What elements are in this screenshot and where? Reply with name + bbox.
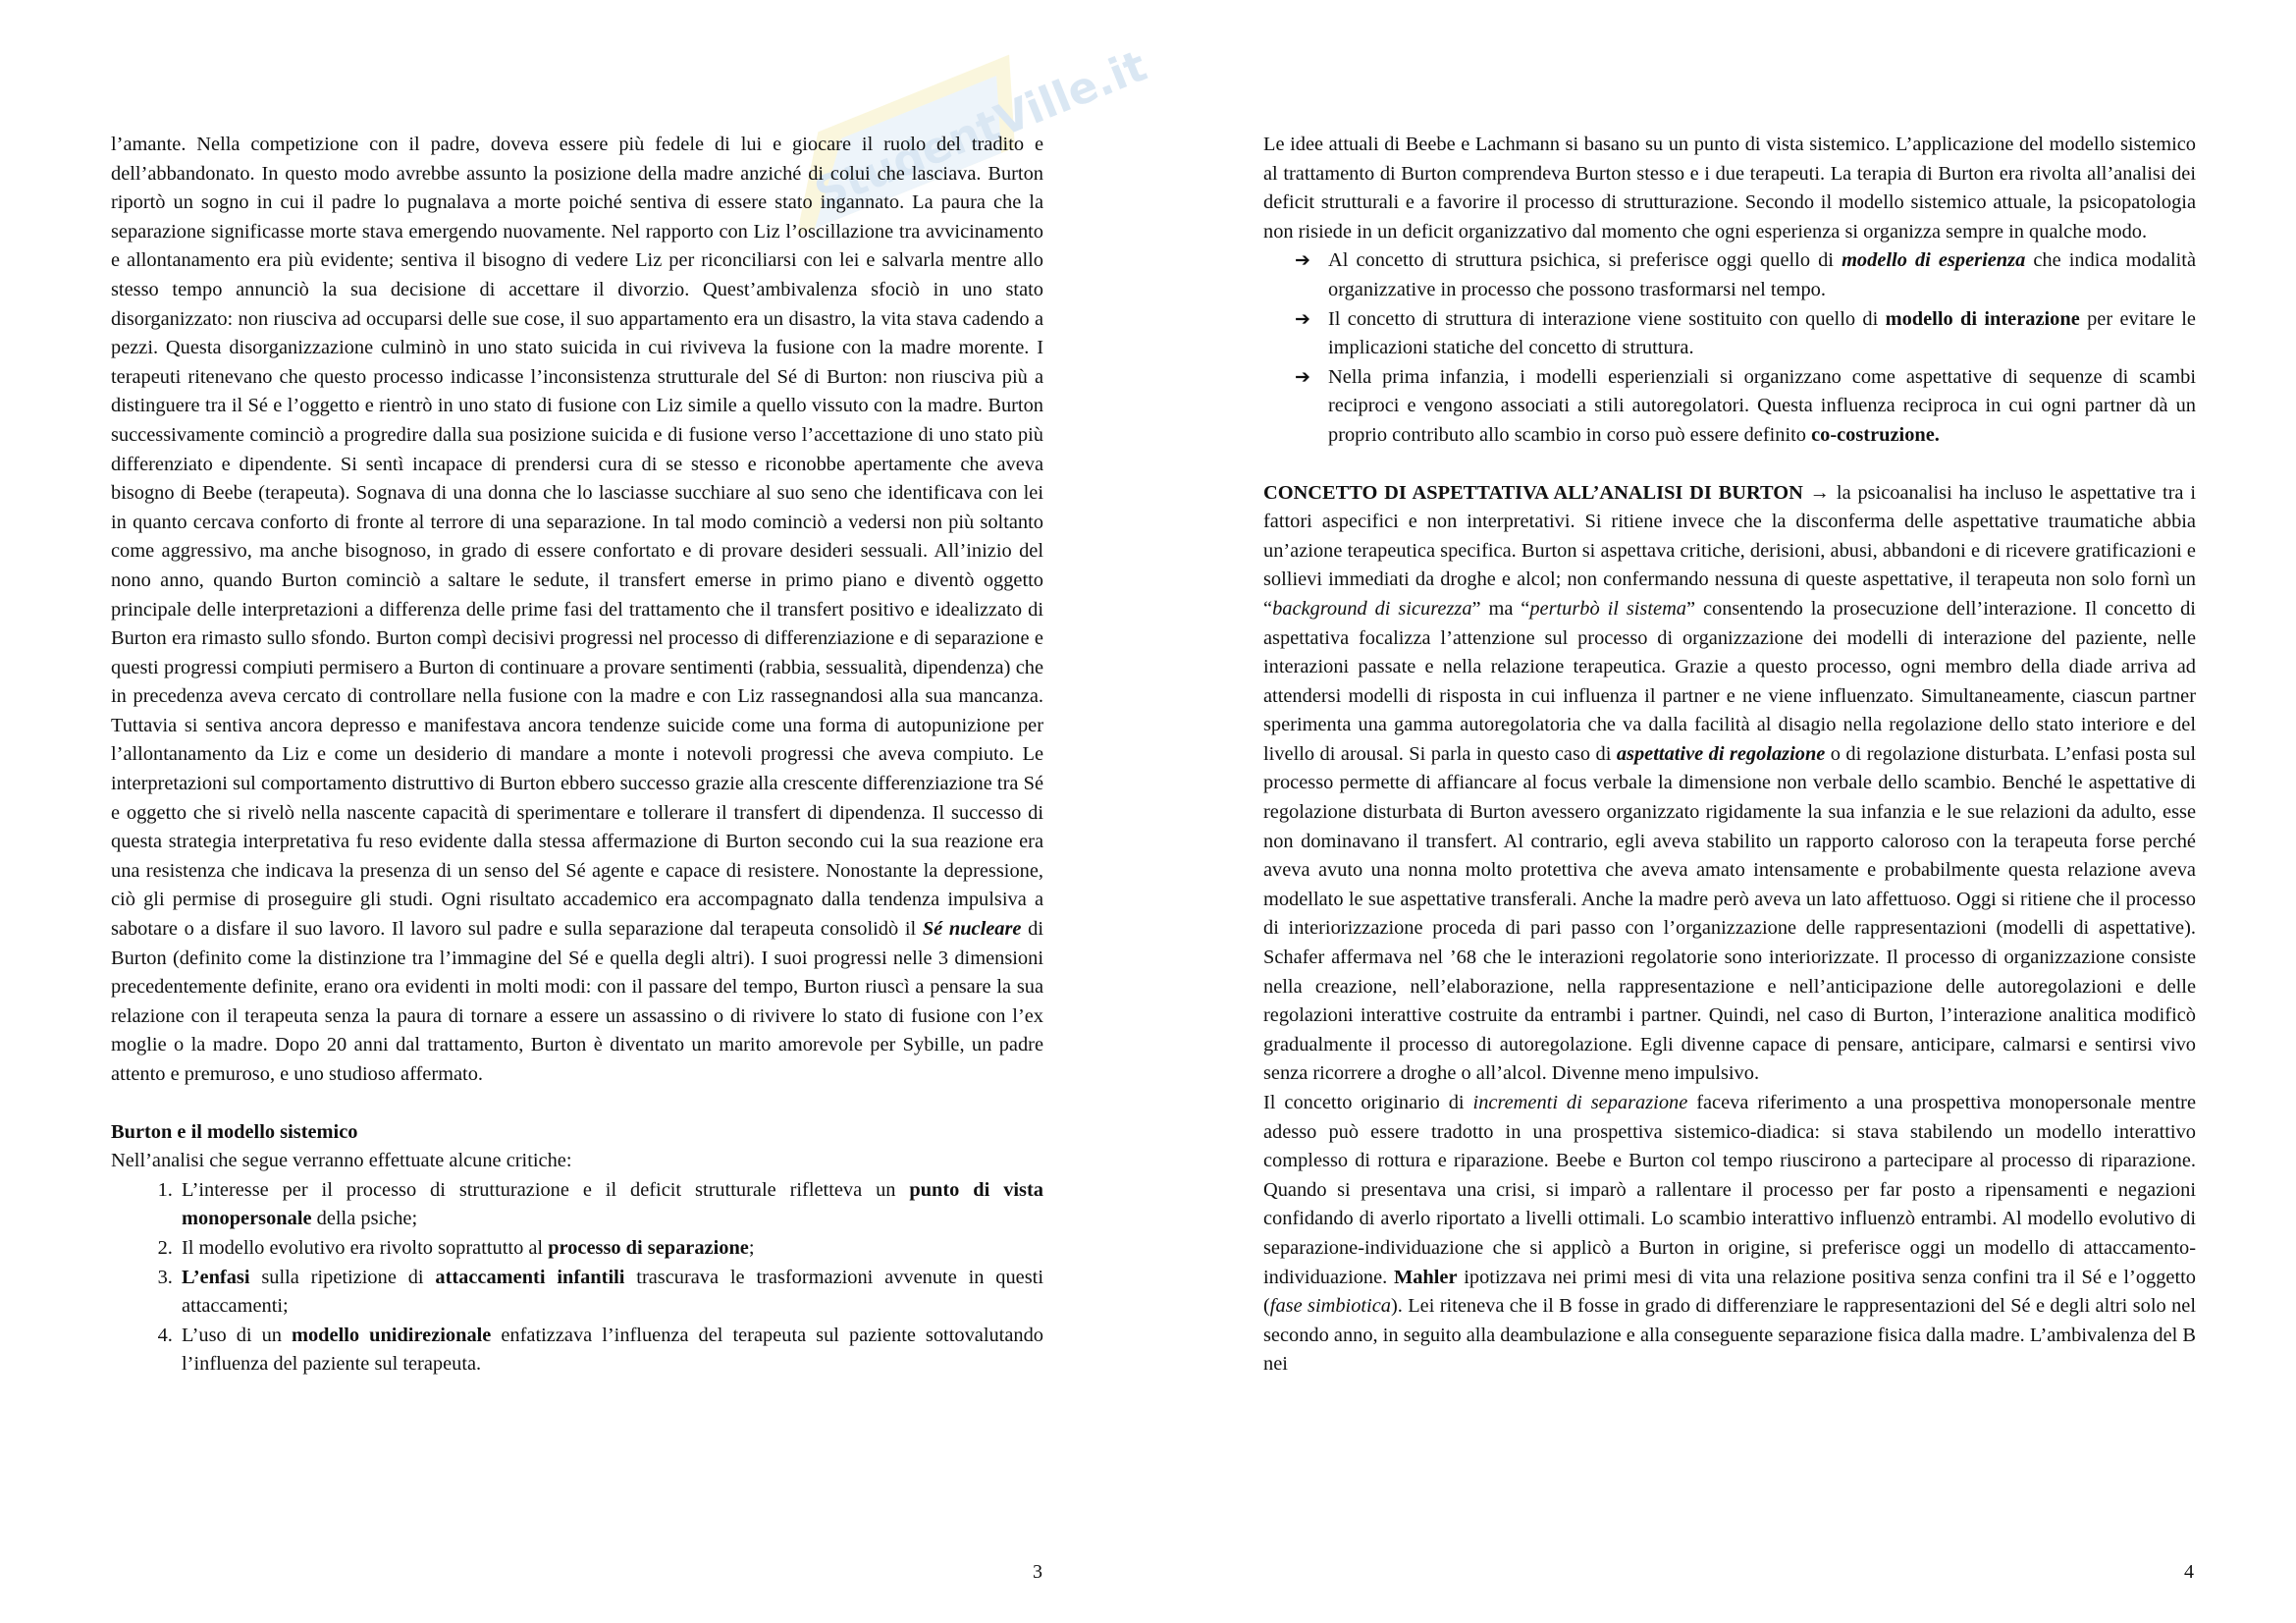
text-run: ). Lei riteneva che il B fosse in grado di differenziare le rappresentazioni del Sé e degli altri solo nel secondo anno, in seguito alla deambulazione e alla conseguente separazione fisica dalla madre. L’ambivalenza del B nei [1263, 1295, 2196, 1376]
arrow-list [1263, 246, 2196, 450]
text-run: CONCETTO DI ASPETTATIVA ALL’ANALISI DI BURTON → [1263, 481, 1837, 504]
text-run: modello di interazione [1885, 307, 2080, 330]
arrow-item-text [1328, 308, 2196, 359]
arrow-right-icon: ➔ [1295, 365, 1310, 388]
right-page [1148, 0, 2296, 1623]
separation-increments-paragraph [1263, 1089, 2196, 1380]
text-run: L’interesse per il processo di strutturazione e il deficit strutturale rifletteva un [182, 1178, 910, 1201]
text-run: enfatizzava l’influenza del terapeuta sul paziente sottovalutando l’influenza del paziente sul terapeuta. [182, 1324, 1043, 1376]
text-run: L’uso di un [182, 1324, 292, 1346]
text-run: L’enfasi [182, 1266, 250, 1288]
critique-item-1 [178, 1176, 1043, 1234]
text-run: di Burton (definito come la distinzione tra l’immagine del Sé e quella degli altri). I suoi progressi nelle 3 dimensioni precedentemente definite, erano ora evidenti in molti modi: con il passare del tempo, Burton riuscì a pensare la sua relazione con il terapeuta senza la paura di tornare a essere un assassino o di rivivere lo stato di fusione con l’ex moglie o la madre. Dopo 20 anni dal trattamento, Burton è diventato un marito amorevole per Sybille, un padre attento e premuroso, e uno studioso affermato. [111, 918, 1043, 1085]
text-run: perturbò il sistema [1529, 597, 1686, 620]
text-run: l’amante. Nella competizione con il padre, doveva essere più fedele di lui e giocare il ruolo del tradito e dell’abbandonato. In questo modo avrebbe assunto la posizione della madre anziché di colui che lasciava. Burton riportò un sogno in cui il padre lo pugnalava a morte poiché sentiva di essere stato ingannato. La paura che la separazione significasse morte stava emergendo nuovamente. Nel rapporto con Liz l’oscillazione tra avvicinamento e allontanamento era più evidente; sentiva il bisogno di vedere Liz per riconciliarsi con lei e salvarla mentre allo stesso tempo annunciò la sua decisione di accettare il divorzio. Quest’ambivalenza sfociò in uno stato disorganizzato: non riusciva ad occuparsi delle sue cose, il suo appartamento era un disastro, la vita stava cadendo a pezzi. Questa disorganizzazione culminò in uno stato suicida in cui riviveva la fusione con la madre morente. I terapeuti ritenevano che questo processo indicasse l’inconsistenza strutturale del Sé di Burton: non riusciva più a distinguere tra il Sé e l’oggetto e rientrò in uno stato di fusione con Liz simile a quello vissuto con la madre. Burton successivamente cominciò a progredire dalla sua posizione suicida e di fusione verso l’accettazione di uno stato più differenziato e dipendente. Si sentì incapace di prendersi cura di se stesso e riconobbe apertamente che aveva bisogno di Beebe (terapeuta). Sognava di una donna che lo lasciasse succhiare al suo seno che identificava con lei in quanto cercava conforto di fronte al terrore di una separazione. In tal modo cominciò a vedersi non più soltanto come aggressivo, ma anche bisognoso, in grado di essere confortato e di provare desideri sessuali. All’inizio del nono anno, quando Burton cominciò a saltare le sedute, il transfert emerse in primo piano e diventò oggetto principale delle interpretazioni a differenza delle prime fasi del trattamento che il transfert positivo e idealizzato di Burton era rimasto sullo sfondo. Burton compì decisivi progressi nel processo di differenziazione e di separazione e questi progressi compiuti permisero a Burton di continuare a provare sentimenti (rabbia, sessualità, dipendenza) che in precedenza aveva cercato di controllare nella fusione con la madre e con Liz rassegnandosi alla sua mancanza. Tuttavia si sentiva ancora depresso e manifestava ancora tendenze suicide come una forma di autopunizione per l’allontanamento da Liz e come un desiderio di mandare a monte i notevoli progressi che aveva compiuto. Le interpretazioni sul comportamento distruttivo di Burton ebbero successo grazie alla crescente differenziazione tra Sé e oggetto che si rivelò nella nascente capacità di sperimentare e tollerare il transfert di dipendenza. Il successo di questa strategia interpretativa fu reso evidente dalla stessa affermazione di Burton secondo cui la sua reazione era una resistenza che indicava la presenza di un senso del Sé agente e capace di resistere. Nonostante la depressione, ciò gli permise di proseguire gli studi. Ogni risultato accademico era accompagnato dalla tendenza impulsiva a sabotare o a disfare il suo lavoro. Il lavoro sul padre e sulla separazione dal terapeuta consolidò il [111, 134, 1043, 941]
left-column [111, 131, 1043, 1380]
text-run: processo di separazione [548, 1236, 749, 1259]
critique-item-3 [178, 1264, 1043, 1322]
text-run: incrementi di separazione [1472, 1092, 1688, 1113]
arrow-item-2 [1287, 305, 2196, 363]
text-run: Sé nucleare [922, 918, 1022, 941]
critiques-list [111, 1176, 1043, 1380]
watermark-text: StudentVille.it [808, 40, 1154, 220]
page-number: 3 [1033, 1561, 1042, 1583]
intro-paragraph: Le idee attuali di Beebe e Lachmann si basano su un punto di vista sistemico. L’applicazione del modello sistemico al trattamento di Burton comprendeva Burton stesso e i due terapeuti. La terapia di Burton era rivolta all’analisi dei deficit strutturali e a favorire il processo di strutturazione. Secondo il modello sistemico attuale, la psicopatologia non risiede in un deficit organizzativo dal momento che ogni esperienza si organizza sempre in qualche modo. [1263, 134, 2196, 243]
text-run: aspettative di regolazione [1616, 742, 1826, 765]
critique-item-4 [178, 1322, 1043, 1380]
text-run: Il modello evolutivo era rivolto soprattutto al [182, 1236, 549, 1259]
text-run: ipotizzava nei primi mesi di vita una relazione positiva senza confini tra il Sé e l’oggetto ( [1263, 1266, 2196, 1318]
text-run: per evitare le implicazioni statiche del concetto di struttura. [1328, 307, 2196, 359]
arrow-item-1 [1287, 246, 2196, 304]
text-run: ” ma “ [1471, 597, 1530, 620]
text-run: sulla ripetizione di [249, 1266, 436, 1288]
text-run: faceva riferimento a una prospettiva monopersonale mentre adesso può essere tradotto in una prospettiva sistemico-diadica: si stava stabilendo un modello interattivo complesso di rottura e riparazione. Beebe e Burton col tempo riuscirono a partecipare al processo di riparazione. Quando si presentava una crisi, si imparò a rallentare il processo per far posto a ripensamenti e negazioni confidando di averlo riportato a livelli ottimali. Lo scambio interattivo influenzò entrambi. Al modello evolutivo di separazione-individuazione che si applicò a Burton in origine, si preferisce oggi un modello di attaccamento-individuazione. [1263, 1092, 2197, 1288]
text-run: che indica modalità organizzative in processo che possono trasformarsi nel tempo. [1328, 249, 2196, 300]
text-run: punto di vista monopersonale [182, 1178, 1043, 1230]
text-run: Il concetto di struttura di interazione viene sostituito con quello di [1328, 307, 1886, 330]
critique-item-2 [178, 1234, 1043, 1264]
arrow-item-3 [1287, 363, 2196, 451]
case-narrative-paragraph [111, 131, 1043, 1090]
arrow-item-text [1328, 249, 2196, 300]
text-run: co-costruzione. [1811, 423, 1940, 446]
text-run: la psicoanalisi ha incluso le aspettative tra i fattori aspecifici e non interpretativi. Si ritiene invece che la disconferma delle aspettative traumatiche abbia un’azione terapeutica specifica. Burton si aspettava critiche, derisioni, abusi, abbandoni e di ricevere gratificazioni e sollievi immediati da droghe e alcol; non confermando nessuna di queste aspettative, il terapeuta non solo fornì un “ [1263, 481, 2196, 620]
arrow-item-text [1328, 366, 2196, 446]
page-number: 4 [2184, 1561, 2194, 1583]
right-column [1263, 131, 2196, 1380]
arrow-right-icon: ➔ [1295, 307, 1310, 330]
text-run: della psiche; [311, 1208, 418, 1230]
section-intro: Nell’analisi che segue verranno effettuate alcune critiche: [111, 1150, 572, 1172]
text-run: Mahler [1393, 1266, 1458, 1288]
text-run: Nella prima infanzia, i modelli esperienziali si organizzano come aspettative di sequenze di scambi reciproci e vengono associati a stili autoregolatori. Questa influenza reciproca in cui ogni partner dà un proprio contributo allo scambio in corso può essere definito [1328, 365, 2196, 446]
arrow-right-icon: ➔ [1295, 249, 1310, 272]
text-run: fase simbiotica [1269, 1295, 1391, 1318]
expectation-concept-paragraph [1263, 479, 2196, 1089]
text-run: Il concetto originario di [1263, 1092, 1473, 1113]
text-run: modello di esperienza [1842, 249, 2026, 272]
text-run: ; [748, 1236, 755, 1259]
text-run: Al concetto di struttura psichica, si preferisce oggi quello di [1328, 249, 1842, 272]
text-run: trascurava le trasformazioni avvenute in questi attaccamenti; [182, 1266, 1043, 1318]
text-run: attaccamenti infantili [435, 1266, 625, 1288]
section-title: Burton e il modello sistemico [111, 1120, 358, 1143]
text-run: background di sicurezza [1272, 597, 1472, 620]
text-run: ” consentendo la prosecuzione dell’interazione. Il concetto di aspettativa focalizza l’attenzione sul processo di organizzazione dei modelli di interazione del paziente, nelle interazioni passate e nella relazione terapeutica. Grazie a questo processo, ogni membro della diade arriva ad attendersi modelli di risposta in cui influenza il partner e ne viene influenzato. Simultaneamente, ciascun partner sperimenta una gamma autoregolatoria che va dalla facilità al disagio nella regolazione dello stato interiore e del livello di arousal. Si parla in questo caso di [1263, 597, 2196, 765]
text-run: o di regolazione disturbata. L’enfasi posta sul processo permette di affiancare al focus verbale la dimensione non verbale dello scambio. Benché le aspettative di regolazione disturbata di Burton avessero organizzato rigidamente la sua infanzia e le sue relazioni da adulto, esse non dominavano il transfert. Al contrario, egli aveva stabilito un rapporto caloroso con la terapeuta forse perché aveva avuto una nonna molto protettiva che aveva amato intensamente e probabilmente questa relazione aveva modellato le sue aspettative transferali. Anche la madre però aveva un lato affettuoso. Oggi si ritiene che il processo di interiorizzazione proceda di pari passo con l’organizzazione delle rappresentazioni (modelli di aspettative). Schafer affermava nel ’68 che le interazioni regolatorie sono interiorizzate. Il processo di organizzazione consiste nella creazione, nell’elaborazione, nella rappresentazione e nell’anticipazione delle autoregolazioni e delle regolazioni interattive costruite da entrambi i partner. Quindi, nel caso di Burton, l’interazione analitica modificò gradualmente il processo di autoregolazione. Egli divenne capace di pensare, anticipare, calmarsi e sentirsi vivo senza ricorrere a droghe o all’alcol. Divenne meno impulsivo. [1263, 742, 2196, 1085]
text-run: modello unidirezionale [292, 1324, 492, 1346]
